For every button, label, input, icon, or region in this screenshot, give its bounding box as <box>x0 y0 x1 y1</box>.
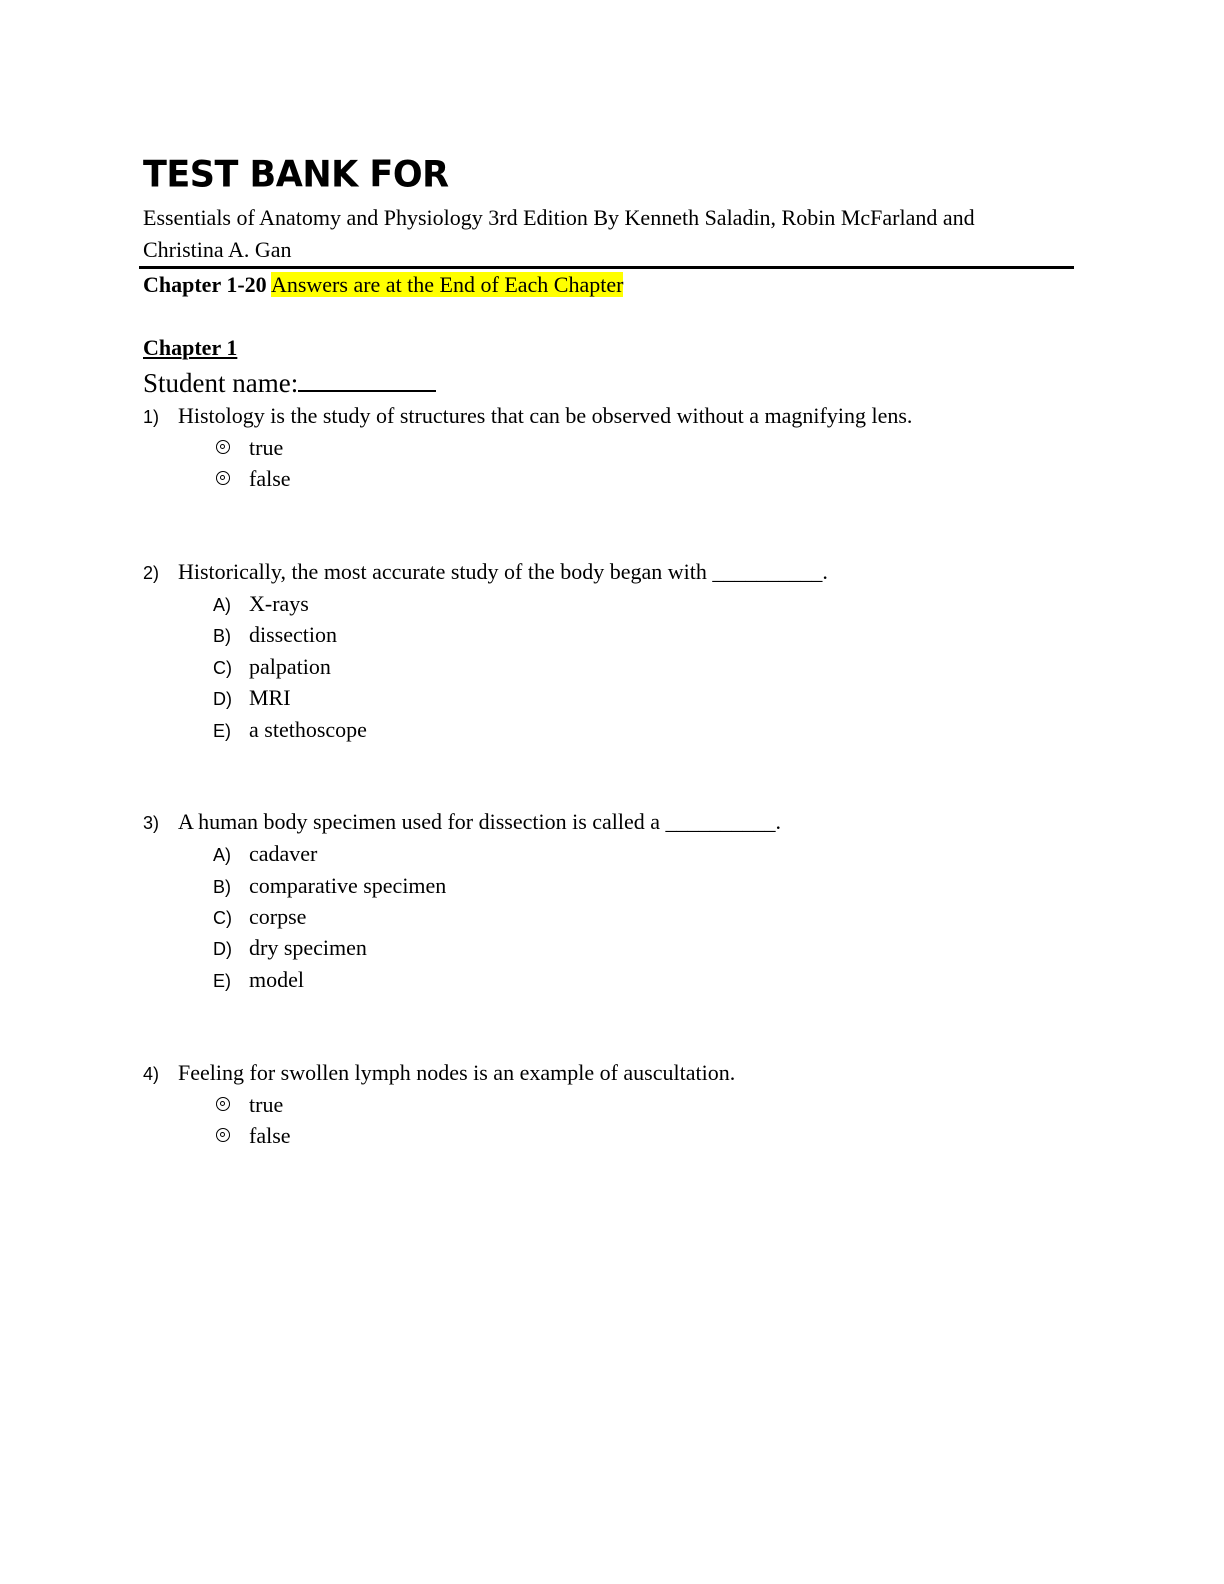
option-label: E) <box>213 971 231 991</box>
option-label: E) <box>213 721 231 741</box>
option-text: dissection <box>249 622 337 647</box>
option-label: D) <box>213 939 232 959</box>
option-text: false <box>249 466 291 491</box>
student-name-line <box>143 364 436 400</box>
option-label: B) <box>213 877 231 897</box>
question-text: Feeling for swollen lymph nodes is an example of auscultation. <box>178 1060 736 1085</box>
question-number: 1) <box>143 407 160 427</box>
document-title: TEST BANK FOR <box>143 154 449 197</box>
radio-icon <box>216 440 230 454</box>
chapter-heading: Chapter 1 <box>143 335 238 360</box>
option-text: true <box>249 1092 284 1117</box>
question-number: 2) <box>143 563 160 583</box>
radio-icon <box>216 471 230 485</box>
option-label: A) <box>213 595 231 615</box>
option-text: false <box>249 1123 291 1148</box>
header-divider <box>139 266 1074 269</box>
option-text: corpse <box>249 904 307 929</box>
chapter-range: Chapter 1-20 <box>143 272 267 297</box>
option-text: comparative specimen <box>249 873 447 898</box>
option-label: C) <box>213 658 232 678</box>
question-text: Histology is the study of structures that can be observed without a magnifying lens. <box>178 403 913 428</box>
student-name-label: Student name: <box>143 368 299 398</box>
option-text: cadaver <box>249 841 318 866</box>
option-label: B) <box>213 626 231 646</box>
question-text: Historically, the most accurate study of the body began with __________. <box>178 559 828 584</box>
option-text: dry specimen <box>249 935 367 960</box>
student-name-blank[interactable] <box>298 364 436 392</box>
option-text: a stethoscope <box>249 717 367 742</box>
option-text: true <box>249 435 284 460</box>
question-number: 4) <box>143 1064 160 1084</box>
radio-icon <box>216 1097 230 1111</box>
radio-icon <box>216 1128 230 1142</box>
option-text: model <box>249 967 304 992</box>
option-text: palpation <box>249 654 331 679</box>
option-label: D) <box>213 689 232 709</box>
question-number: 3) <box>143 813 160 833</box>
option-label: C) <box>213 908 232 928</box>
document-subtitle: Essentials of Anatomy and Physiology 3rd Edition By Kenneth Saladin, Robin McFarland and Christina A. Gan <box>143 205 975 262</box>
option-text: X-rays <box>249 591 309 616</box>
option-text: MRI <box>249 685 291 710</box>
chapter-range-line <box>143 271 623 299</box>
question-text: A human body specimen used for dissection is called a __________. <box>178 809 782 834</box>
option-label: A) <box>213 845 231 865</box>
answers-note: Answers are at the End of Each Chapter <box>270 272 624 297</box>
